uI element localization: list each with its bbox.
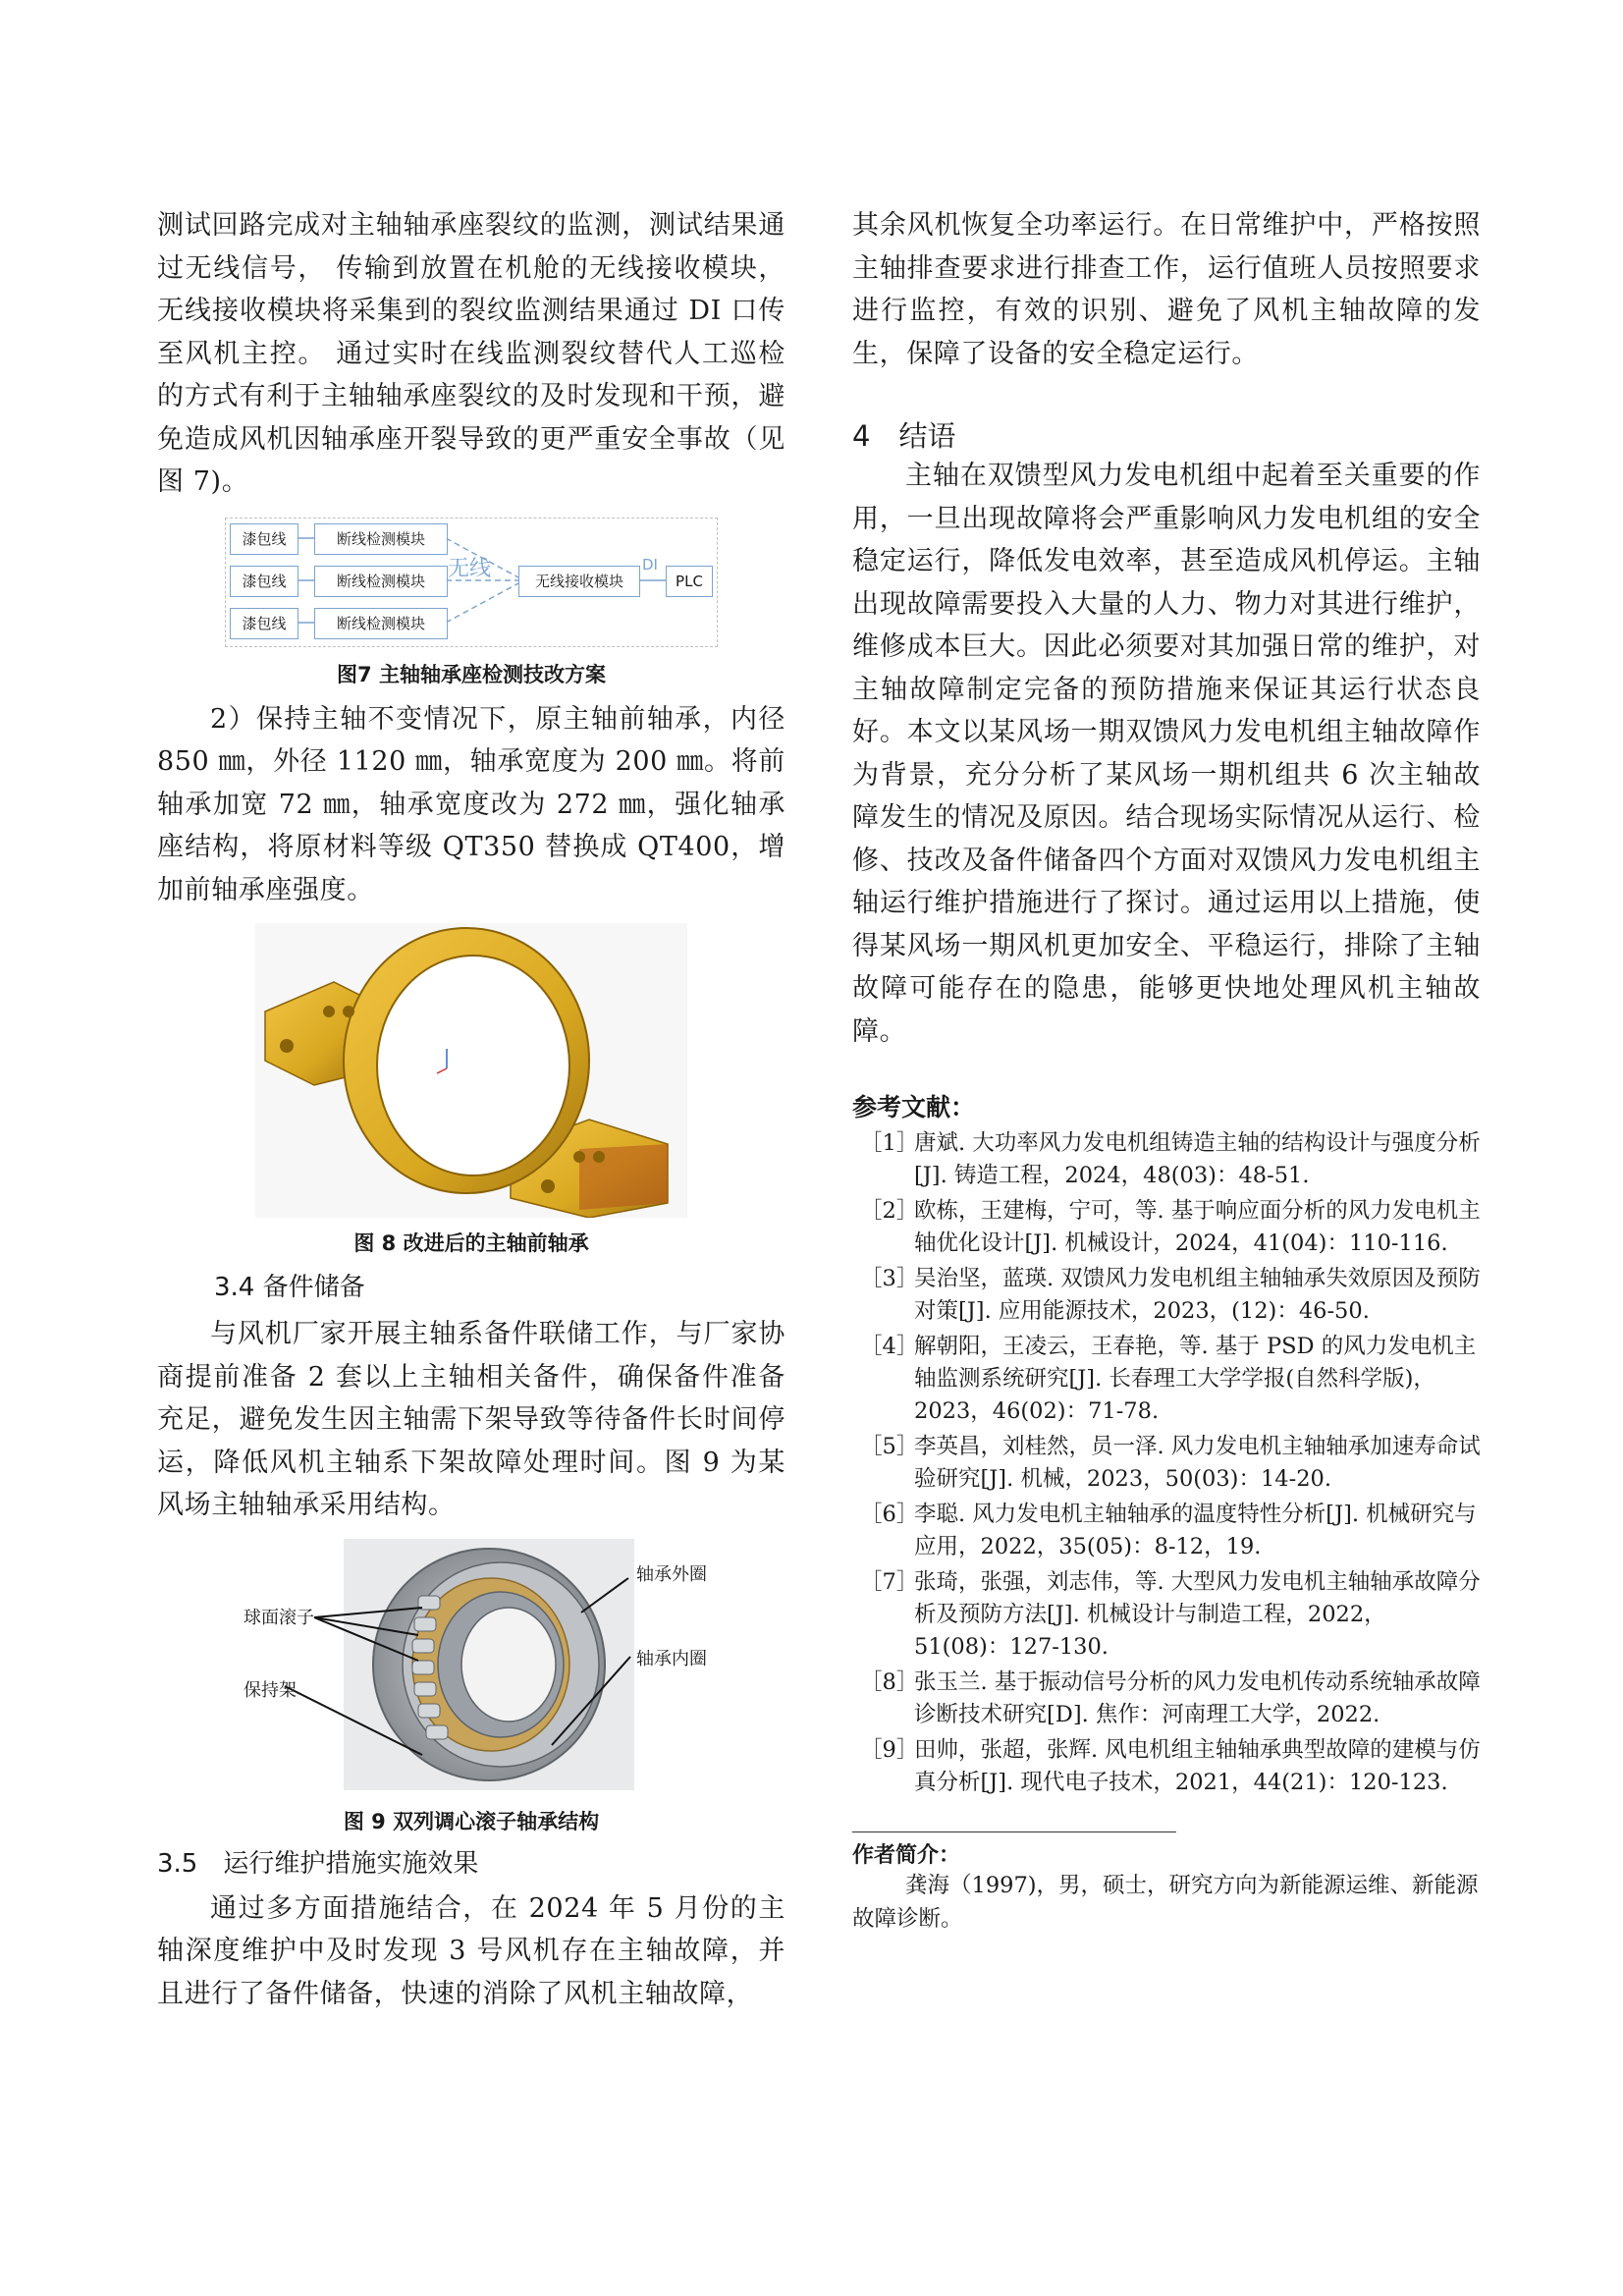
reference-item [852,1331,1481,1428]
left-column [157,204,785,2015]
body-paragraph: 其余风机恢复全功率运行。在日常维护中，严格按照主轴排查要求进行排查工作，运行值班人员按照要求进行监控，有效的识别、避免了风机主轴故障的发生，保障了设备的安全稳定运行。 [852,210,1481,369]
reference-text: 解朝阳，王凌云，王春艳，等. 基于 PSD 的风力发电机主轴监测系统研究[J]. 长春理工大学学报(自然科学版)，2023，46(02)：71-78. [914,1334,1477,1424]
reference-item [852,1566,1481,1664]
reference-number: ［2］ [860,1198,919,1224]
reference-number: ［6］ [860,1502,919,1527]
section-4-heading: 4 结语 [852,419,956,453]
reference-item [852,1195,1481,1260]
plc-box: PLC [666,566,713,597]
section-3-4-heading: 3.4 备件储备 [214,1273,365,1302]
figure-9-caption: 图 9 双列调心滚子轴承结构 [343,1809,600,1833]
break-detect-module-box: 断线检测模块 [314,523,448,555]
section-3-5-heading: 3.5 运行维护措施实施效果 [157,1848,479,1879]
bearing-housing-render [255,923,687,1218]
reference-number: ［7］ [860,1569,919,1595]
body-paragraph: 通过多方面措施结合，在 2024 年 5 月份的主轴深度维护中及时发现 3 号风机存在主轴故障，并且进行了备件储备，快速的消除了风机主轴故障， [157,1892,785,2009]
reference-number: ［4］ [860,1334,919,1359]
reference-item [852,1431,1481,1496]
reference-number: ［9］ [860,1737,919,1763]
enameled-wire-box: 漆包线 [230,608,298,639]
reference-number: ［3］ [860,1266,919,1291]
body-paragraph: 2）保持主轴不变情况下，原主轴前轴承，内径 850 ㎜，外径 1120 ㎜，轴承宽度为 200 ㎜。将前轴承加宽 72 ㎜，轴承宽度改为 272 ㎜，强化轴承座结构，将原材料等级 QT350 替换成 QT400，增加前轴承座强度。 [157,703,785,905]
right-column [852,204,1481,1936]
reference-text: 李聪. 风力发电机主轴轴承的温度特性分析[J]. 机械研究与应用，2022，35(05)：8-12，19. [914,1502,1477,1559]
label-spherical-roller: 球面滚子 [243,1607,314,1628]
body-paragraph: 与风机厂家开展主轴系备件联储工作，与厂家协商提前准备 2 套以上主轴相关备件，确保备件准备充足，避免发生因主轴需下架导致等待备件长时间停运，降低风机主轴系下架故障处理时间。图 9 为某风场主轴轴承采用结构。 [157,1319,785,1520]
label-inner-ring: 轴承内圈 [636,1648,707,1669]
reference-text: 李英昌，刘桂然，员一泽. 风力发电机主轴轴承加速寿命试验研究[J]. 机械，2023，50(03)：14-20. [914,1434,1481,1492]
references-heading: 参考文献： [852,1093,976,1121]
body-paragraph: 测试回路完成对主轴轴承座裂纹的监测，测试结果通过无线信号， 传输到放置在机舱的无线接收模块，无线接收模块将采集到的裂纹监测结果通过 DI 口传至风机主控。 通过实时在线监测裂纹替代人工巡检的方式有利于主轴轴承座裂纹的及时发现和干预，避免造成风机因轴承座开裂导致的更严重安全事故（见图 7)。 [157,210,785,497]
enameled-wire-box: 漆包线 [230,566,298,597]
figure-8-caption: 图 8 改进后的主轴前轴承 [353,1231,589,1255]
figure-8-bearing-housing-image [255,923,687,1218]
reference-item [852,1127,1481,1192]
reference-number: ［1］ [860,1130,919,1156]
reference-text: 欧栋，王建梅，宁可，等. 基于响应面分析的风力发电机主轴优化设计[J]. 机械设计，2024，41(04)：110-116. [914,1198,1481,1256]
reference-text: 张玉兰. 基于振动信号分析的风力发电机传动系统轴承故障诊断技术研究[D]. 焦作：河南理工大学，2022. [914,1669,1481,1727]
figure-7-caption: 图7 主轴轴承座检测技改方案 [337,662,606,686]
break-detect-module-box: 断线检测模块 [314,566,448,597]
reference-number: ［8］ [860,1669,919,1695]
figure-7-diagram [225,518,718,647]
wireless-receiver-box: 无线接收模块 [518,566,640,597]
label-cage: 保持架 [243,1679,297,1701]
diagram-connectors [226,519,717,646]
reference-item [852,1667,1481,1731]
figure-9-bearing-image [177,1539,766,1794]
reference-list [852,1127,1481,1799]
break-detect-module-box: 断线检测模块 [314,608,448,639]
reference-text: 张琦，张强，刘志伟，等. 大型风力发电机主轴轴承故障分析及预防方法[J]. 机械设计与制造工程，2022，51(08)：127-130. [914,1569,1481,1660]
di-label: DI [642,555,658,574]
reference-item [852,1499,1481,1563]
reference-text: 吴治坚，蓝瑛. 双馈风力发电机组主轴轴承失效原因及预防对策[J]. 应用能源技术，2023，(12)：46-50. [914,1266,1481,1324]
reference-text: 唐斌. 大功率风力发电机组铸造主轴的结构设计与强度分析[J]. 铸造工程，2024，48(03)：48-51. [914,1130,1481,1188]
label-outer-ring: 轴承外圈 [636,1563,707,1585]
author-bio-heading: 作者简介： [852,1843,961,1868]
author-bio-text: 龚海（1997)，男，硕士，研究方向为新能源运维、新能源故障诊断。 [852,1873,1479,1932]
reference-number: ［5］ [860,1434,919,1459]
reference-item [852,1734,1481,1799]
wireless-label: 无线 [448,556,492,581]
reference-text: 田帅，张超，张辉. 风电机组主轴轴承典型故障的建模与仿真分析[J]. 现代电子技术，2021，44(21)：120-123. [914,1737,1481,1795]
body-paragraph: 主轴在双馈型风力发电机组中起着至关重要的作用，一旦出现故障将会严重影响风力发电机组的安全稳定运行，降低发电效率，甚至造成风机停运。主轴出现故障需要投入大量的人力、物力对其进行维护，维修成本巨大。因此必须要对其加强日常的维护，对主轴故障制定完备的预防措施来保证其运行状态良好。本文以某风场一期双馈风力发电机组主轴故障作为背景，充分分析了某风场一期机组共 6 次主轴故障发生的情况及原因。结合现场实际情况从运行、检修、技改及备件储备四个方面对双馈风力发电机组主轴运行维护措施进行了探讨。通过运用以上措施，使得某风场一期风机更加安全、平稳运行，排除了主轴故障可能存在的隐患，能够更快地处理风机主轴故障。 [852,461,1481,1047]
enameled-wire-box: 漆包线 [230,523,298,555]
reference-item [852,1263,1481,1328]
